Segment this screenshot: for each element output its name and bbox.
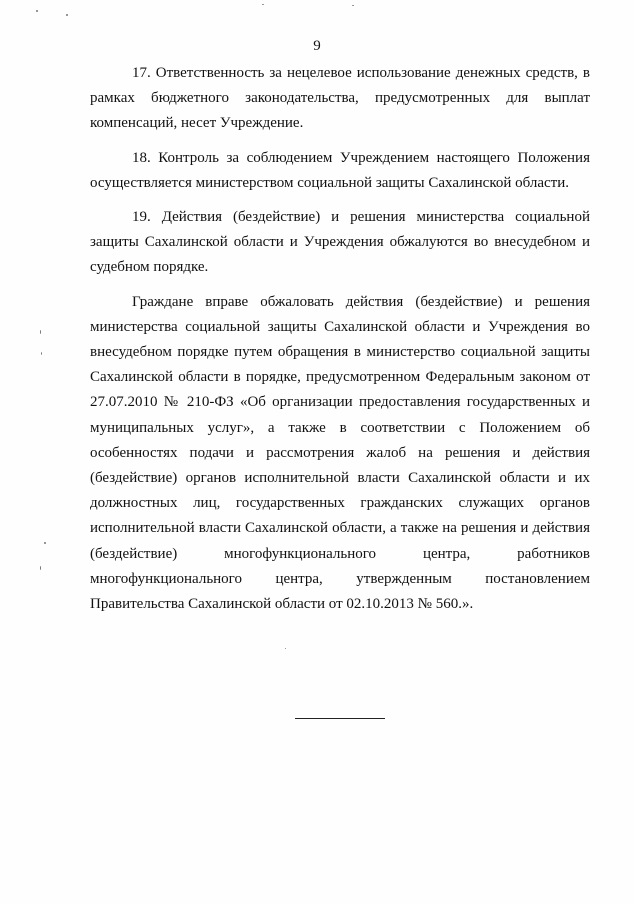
- scan-speck: [40, 566, 41, 570]
- scan-speck: [285, 648, 286, 649]
- scan-speck: [40, 330, 41, 334]
- paragraph-18: 18. Контроль за соблюдением Учреждением настоящего Положения осуществляется министерством социальной защиты Сахалинской области.: [90, 149, 590, 191]
- document-body: [90, 61, 590, 626]
- scan-speck: [36, 10, 38, 12]
- scan-speck: [66, 14, 68, 16]
- page-number: 9: [313, 38, 321, 54]
- paragraph-17: 17. Ответственность за нецелевое использование денежных средств, в рамках бюджетного законодательства, предусмотренных для выплат компенсаций, несет Учреждение.: [90, 65, 590, 132]
- scan-speck: [41, 352, 42, 355]
- scan-speck: [352, 5, 354, 6]
- paragraph-19: 19. Действия (бездействие) и решения министерства социальной защиты Сахалинской области и Учреждения обжалуются во внесудебном и судебном порядке.: [90, 209, 590, 276]
- scan-speck: [44, 542, 46, 544]
- closing-rule: [295, 718, 385, 719]
- paragraph-appeal: Граждане вправе обжаловать действия (бездействие) и решения министерства социальной защиты Сахалинской области и Учреждения во внесудебном порядке путем обращения в министерство социальной защиты Сахалинской области в порядке, предусмотренном Федеральным законом от 27.07.2010 № 210-ФЗ «Об организации предоставления государственных и муниципальных услуг», а также в соответствии с Положением об особенностях подачи и рассмотрения жалоб на решения и действия (бездействие) органов исполнительной власти Сахалинской области и их должностных лиц, государственных гражданских служащих органов исполнительной власти Сахалинской области, а также на решения и действия (бездействие) многофункционального центра, работников многофункционального центра, утвержденным постановлением Правительства Сахалинской области от 02.10.2013 № 560.».: [90, 293, 590, 613]
- scan-speck: [262, 4, 264, 5]
